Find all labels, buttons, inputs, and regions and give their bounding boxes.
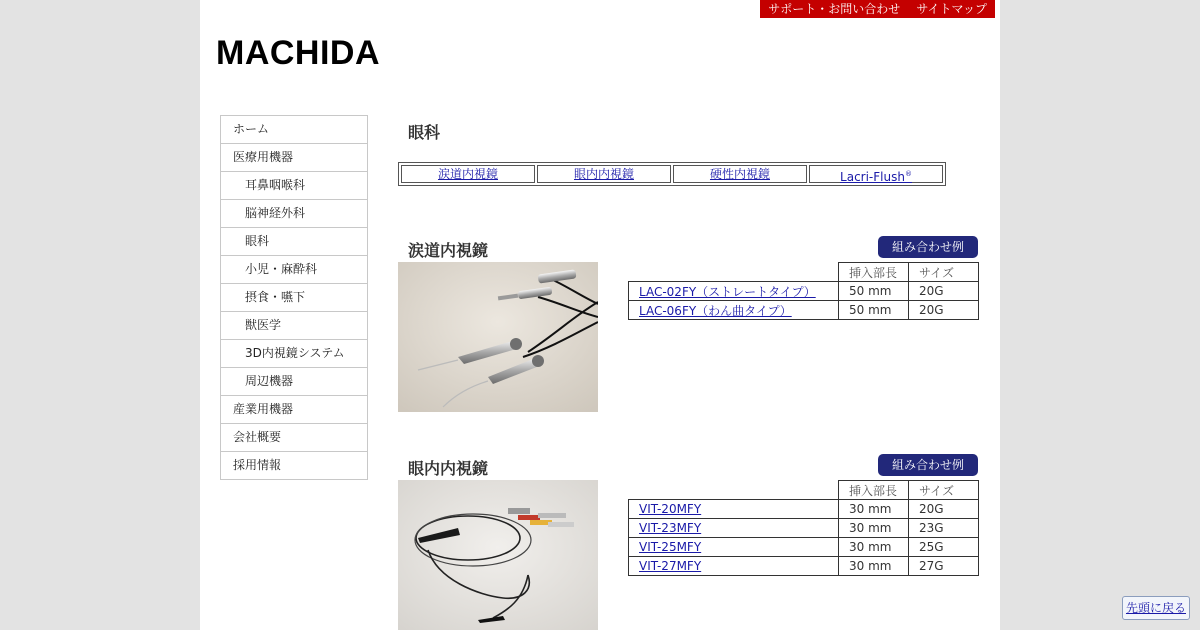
section-title-intraocular: 眼内内視鏡 [408,459,489,478]
spec-header-length: 挿入部長 [839,481,909,500]
length-cell: 50 mm [839,282,909,301]
tab-intraocular-link[interactable]: 眼内内視鏡 [573,167,634,181]
size-cell: 20G [909,282,979,301]
size-cell: 23G [909,519,979,538]
spec-header-row [629,263,979,282]
back-to-top-button [1122,596,1190,620]
intraocular-spec-table [628,480,979,576]
length-cell: 30 mm [839,557,909,576]
page-container [200,0,1000,630]
spec-header-size: サイズ [909,481,979,500]
sidebar-item-ophthalmology[interactable]: 眼科 [221,228,367,256]
spec-header-size: サイズ [909,263,979,282]
tab-lacri-flush-link[interactable] [840,170,912,184]
intraocular-endoscope-image [398,480,598,630]
length-cell: 30 mm [839,519,909,538]
length-cell: 30 mm [839,538,909,557]
spec-header-length: 挿入部長 [839,263,909,282]
tab-lacrimal-link[interactable]: 涙道内視鏡 [437,167,498,181]
sidebar-item-recruit[interactable]: 採用情報 [221,452,367,480]
tab-lacri-flush [809,165,943,183]
spec-header-row [629,481,979,500]
size-cell: 27G [909,557,979,576]
length-cell: 30 mm [839,500,909,519]
model-cell [629,557,839,576]
model-cell [629,301,839,320]
model-cell [629,500,839,519]
table-row [629,557,979,576]
sidebar-item-company[interactable]: 会社概要 [221,424,367,452]
length-cell: 50 mm [839,301,909,320]
model-link[interactable]: LAC-06FY（わん曲タイプ） [639,303,792,318]
sidebar-item-neurosurgery[interactable]: 脳神経外科 [221,200,367,228]
spec-header-empty [629,481,839,500]
back-to-top-link[interactable]: 先頭に戻る [1125,601,1186,615]
table-row [629,519,979,538]
sitemap-link[interactable]: サイトマップ [916,2,987,16]
model-link[interactable]: LAC-02FY（ストレートタイプ） [639,284,816,299]
top-utility-bar [760,0,995,18]
model-link[interactable]: VIT-25MFY [639,540,702,554]
lacrimal-endoscope-image [398,262,598,412]
tab-intraocular [537,165,671,183]
sidebar-item-3d-endoscope[interactable]: 3D内視鏡システム [221,340,367,368]
size-cell: 20G [909,500,979,519]
intraocular-endoscope-photo [398,480,598,630]
section-title-lacrimal: 涙道内視鏡 [408,241,489,260]
sidebar-item-medical[interactable]: 医療用機器 [221,144,367,172]
site-logo[interactable]: MACHIDA [216,34,381,72]
registered-mark: ® [904,170,912,178]
model-link[interactable]: VIT-20MFY [639,502,702,516]
combo-example-button[interactable]: 組み合わせ例 [878,236,978,258]
sidebar-item-ent[interactable]: 耳鼻咽喉科 [221,172,367,200]
tab-lacri-flush-label: Lacri-Flush [840,170,905,184]
sidebar-item-home[interactable]: ホーム [221,116,367,144]
tab-rigid [673,165,807,183]
table-row [629,500,979,519]
tab-rigid-link[interactable]: 硬性内視鏡 [709,167,770,181]
combo-example-button[interactable]: 組み合わせ例 [878,454,978,476]
tab-lacrimal [401,165,535,183]
sidebar-item-pediatrics-anesthesia[interactable]: 小児・麻酔科 [221,256,367,284]
lacrimal-endoscope-photo [398,262,598,412]
support-link[interactable]: サポート・お問い合わせ [768,2,901,16]
page-title: 眼科 [408,123,441,142]
table-row [629,538,979,557]
sidebar-item-industrial[interactable]: 産業用機器 [221,396,367,424]
size-cell: 20G [909,301,979,320]
model-link[interactable]: VIT-23MFY [639,521,702,535]
spec-header-empty [629,263,839,282]
table-row [629,301,979,320]
sidebar-item-peripherals[interactable]: 周辺機器 [221,368,367,396]
table-row [629,282,979,301]
model-cell [629,282,839,301]
model-cell [629,538,839,557]
category-tabs [398,162,946,186]
sidebar-nav [220,115,368,480]
sidebar-item-swallowing[interactable]: 摂食・嚥下 [221,284,367,312]
size-cell: 25G [909,538,979,557]
model-cell [629,519,839,538]
sidebar-item-veterinary[interactable]: 獣医学 [221,312,367,340]
lacrimal-spec-table [628,262,979,320]
model-link[interactable]: VIT-27MFY [639,559,702,573]
